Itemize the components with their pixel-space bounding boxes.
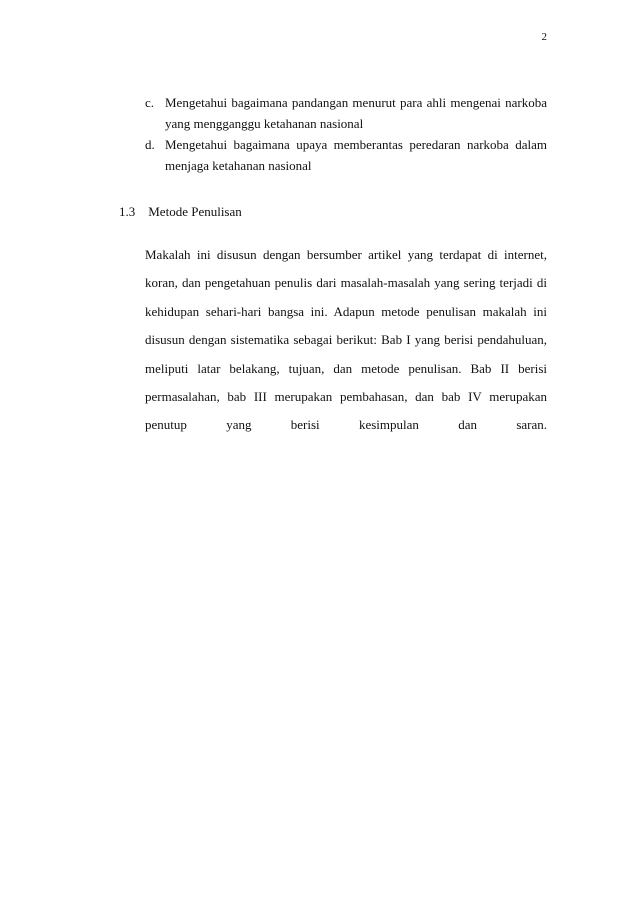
section-heading xyxy=(119,203,242,221)
list-item-text: Mengetahui bagaimana upaya memberantas peredaran narkoba dalam menjaga ketahanan nasional xyxy=(165,137,547,173)
list-marker: d. xyxy=(145,137,155,152)
objectives-list xyxy=(145,92,547,176)
list-item xyxy=(145,92,547,134)
section-title: Metode Penulisan xyxy=(148,204,242,219)
list-item-text: Mengetahui bagaimana pandangan menurut para ahli mengenai narkoba yang mengganggu ketahanan nasional xyxy=(165,95,547,131)
section-paragraph: Makalah ini disusun dengan bersumber artikel yang terdapat di internet, koran, dan pengetahuan penulis dari masalah-masalah yang sering terjadi di kehidupan sehari-hari bangsa ini. Adapun metode penulisan makalah ini disusun dengan sistematika sebagai berikut: Bab I yang berisi pendahuluan, meliputi latar belakang, tujuan, dan metode penulisan. Bab II berisi permasalahan, bab III merupakan pembahasan, dan bab IV merupakan penutup yang berisi kesimpulan dan saran. xyxy=(145,247,547,433)
section-number: 1.3 xyxy=(119,204,136,219)
page-number: 2 xyxy=(541,31,547,43)
list-item xyxy=(145,134,547,176)
list-marker: c. xyxy=(145,95,155,110)
